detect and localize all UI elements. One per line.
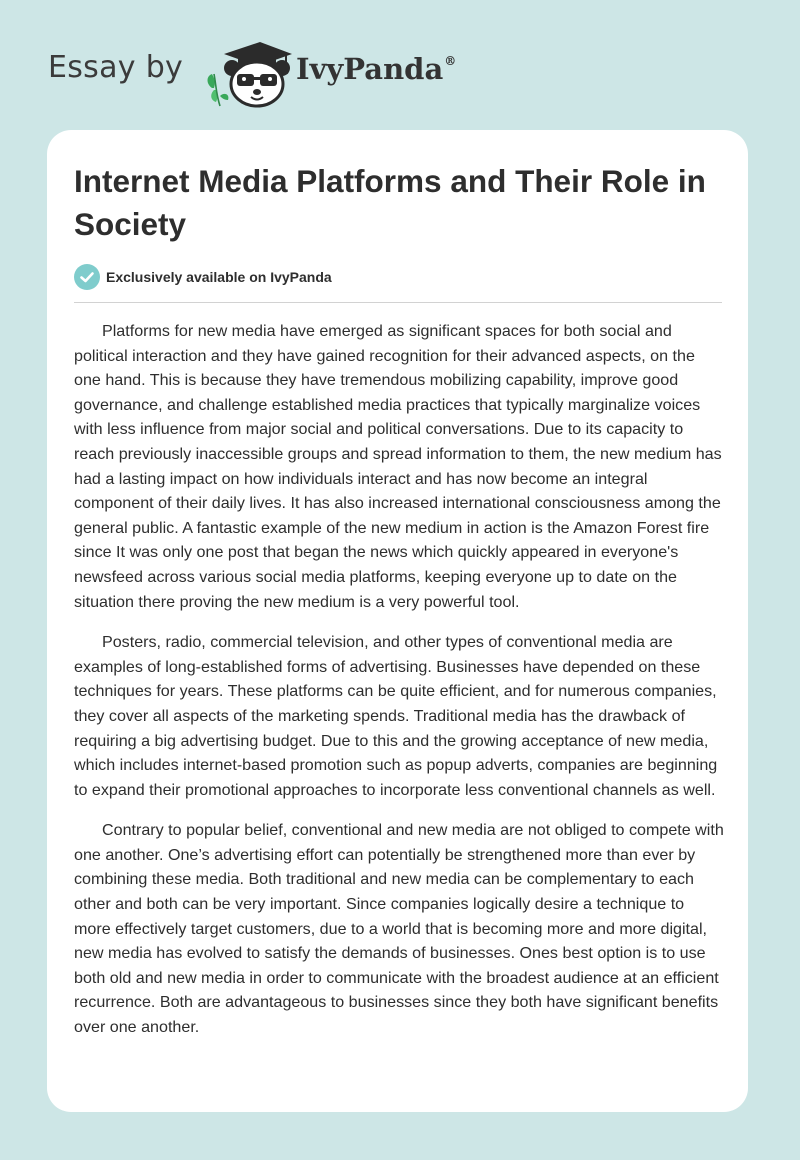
essay-body [74,319,724,1056]
essay-card [47,130,748,1112]
registered-mark: ® [444,54,457,68]
paragraph: Posters, radio, commercial television, and other types of conventional media are examples of long-established forms of advertising. Businesses have depended on these techniques for years. These platforms can be quite efficient, and for numerous companies, they cover all aspects of the marketing spends. Traditional media has the drawback of requiring a big advertising budget. Due to this and the growing acceptance of new media, which includes internet-based promotion such as popup adverts, companies are beginning to expand their promotional approaches to incorporate less conventional channels as well. [74,633,718,799]
brand-name[interactable]: IvyPanda® [296,52,457,86]
ivy-leaf-icon [208,74,229,106]
exclusive-label: Exclusively available on IvyPanda [106,269,332,285]
panda-graduate-icon[interactable] [202,36,294,110]
page-title: Internet Media Platforms and Their Role in Society [74,163,706,242]
divider [74,302,722,303]
brand-prefix: Essay by [48,50,184,85]
check-circle-icon [74,264,100,290]
paragraph: Platforms for new media have emerged as significant spaces for both social and political interaction and they have gained recognition for their advanced aspects, on the one hand. This is because they have tremendous mobilizing capability, improve good governance, and challenge established media practices that typically marginalize voices with less influence from major social and political conversations. Due to its capacity to reach previously inaccessible groups and spread information to them, the new medium has had a lasting impact on how individuals interact and has now become an integral component of their daily lives. It has also increased international consciousness among the general public. A fantastic example of the new medium in action is the Amazon Forest fire since It was only one post that began the news which quickly appeared in everyone's newsfeed across various social media platforms, keeping everyone up to date on the situation there proving the new medium is a very powerful tool. [74,322,722,611]
exclusive-badge [74,264,332,290]
site-header [48,36,548,110]
paragraph: Contrary to popular belief, conventional and new media are not obliged to compete with one another. One’s advertising effort can potentially be strengthened more than ever by combining these media. Both traditional and new media can be complementary to each other and both can be very important. Since companies logically desire a technique to more effectively target customers, due to a world that is becoming more and more digital, new media has evolved to satisfy the demands of businesses. Ones best option is to use both old and new media in order to communicate with the broadest audience at an efficient recurrence. Both are advantageous to businesses since they both have significant benefits over one another. [74,821,724,1037]
